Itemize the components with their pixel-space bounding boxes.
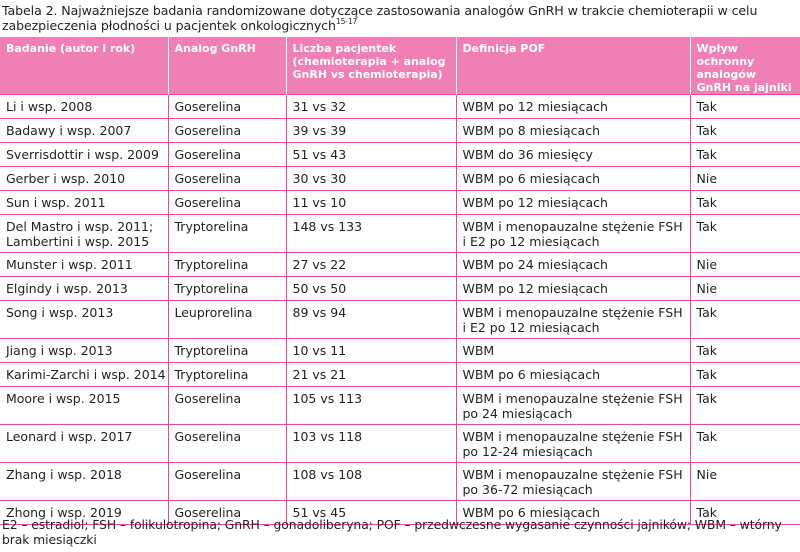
caption-references: 15-17 bbox=[335, 16, 358, 26]
table-row bbox=[0, 253, 800, 277]
cell-protective-effect: Tak bbox=[690, 215, 800, 253]
table-row bbox=[0, 301, 800, 339]
cell-pof-definition: WBM i menopauzalne stężenie FSH po 24 miesiącach bbox=[456, 387, 690, 425]
header-analog: Analog GnRH bbox=[168, 37, 286, 95]
cell-study: Song i wsp. 2013 bbox=[0, 301, 168, 339]
table-row bbox=[0, 167, 800, 191]
cell-patients: 103 vs 118 bbox=[286, 425, 456, 463]
cell-protective-effect: Tak bbox=[690, 387, 800, 425]
studies-table bbox=[0, 37, 800, 525]
cell-patients: 108 vs 108 bbox=[286, 463, 456, 501]
cell-study: Moore i wsp. 2015 bbox=[0, 387, 168, 425]
cell-protective-effect: Tak bbox=[690, 95, 800, 119]
table-row bbox=[0, 363, 800, 387]
table-footnote: E2 – estradiol; FSH – folikulotropina; GnRH – gonadoliberyna; POF – przedwczesne wygasanie czynności jajników; WBM – wtórny brak miesiączki bbox=[2, 517, 782, 547]
cell-study: Gerber i wsp. 2010 bbox=[0, 167, 168, 191]
cell-pof-definition: WBM po 12 miesiącach bbox=[456, 191, 690, 215]
cell-study: Jiang i wsp. 2013 bbox=[0, 339, 168, 363]
cell-pof-definition: WBM i menopauzalne stężenie FSH i E2 po 12 miesiącach bbox=[456, 301, 690, 339]
cell-study: Sverrisdottir i wsp. 2009 bbox=[0, 143, 168, 167]
table-row bbox=[0, 425, 800, 463]
cell-analog: Goserelina bbox=[168, 501, 286, 525]
cell-pof-definition: WBM bbox=[456, 339, 690, 363]
cell-protective-effect: Tak bbox=[690, 363, 800, 387]
cell-analog: Goserelina bbox=[168, 143, 286, 167]
table-body bbox=[0, 95, 800, 525]
cell-study: Karimi-Zarchi i wsp. 2014 bbox=[0, 363, 168, 387]
cell-analog: Tryptorelina bbox=[168, 215, 286, 253]
cell-protective-effect: Nie bbox=[690, 253, 800, 277]
cell-pof-definition: WBM i menopauzalne stężenie FSH i E2 po 12 miesiącach bbox=[456, 215, 690, 253]
cell-protective-effect: Tak bbox=[690, 301, 800, 339]
cell-study: Munster i wsp. 2011 bbox=[0, 253, 168, 277]
cell-patients: 27 vs 22 bbox=[286, 253, 456, 277]
cell-pof-definition: WBM po 12 miesiącach bbox=[456, 95, 690, 119]
cell-pof-definition: WBM po 6 miesiącach bbox=[456, 363, 690, 387]
cell-patients: 50 vs 50 bbox=[286, 277, 456, 301]
cell-study: Li i wsp. 2008 bbox=[0, 95, 168, 119]
cell-patients: 51 vs 45 bbox=[286, 501, 456, 525]
cell-pof-definition: WBM po 6 miesiącach bbox=[456, 501, 690, 525]
table-row bbox=[0, 277, 800, 301]
cell-analog: Leuprorelina bbox=[168, 301, 286, 339]
header-study: Badanie (autor i rok) bbox=[0, 37, 168, 95]
cell-patients: 30 vs 30 bbox=[286, 167, 456, 191]
cell-pof-definition: WBM i menopauzalne stężenie FSH po 12-24 miesiącach bbox=[456, 425, 690, 463]
cell-analog: Tryptorelina bbox=[168, 277, 286, 301]
cell-protective-effect: Tak bbox=[690, 119, 800, 143]
cell-pof-definition: WBM po 6 miesiącach bbox=[456, 167, 690, 191]
header-protective-effect: Wpływ ochronny analogów GnRH na jajniki bbox=[690, 37, 800, 95]
cell-analog: Goserelina bbox=[168, 119, 286, 143]
caption-text: Tabela 2. Najważniejsze badania randomizowane dotyczące zastosowania analogów GnRH w trakcie chemioterapii w celu zabezpieczenia płodności u pacjentek onkologicznych bbox=[2, 3, 758, 33]
cell-protective-effect: Tak bbox=[690, 339, 800, 363]
cell-patients: 89 vs 94 bbox=[286, 301, 456, 339]
cell-analog: Goserelina bbox=[168, 191, 286, 215]
cell-protective-effect: Nie bbox=[690, 167, 800, 191]
cell-protective-effect: Tak bbox=[690, 143, 800, 167]
cell-pof-definition: WBM do 36 miesięcy bbox=[456, 143, 690, 167]
cell-protective-effect: Tak bbox=[690, 501, 800, 525]
cell-analog: Tryptorelina bbox=[168, 339, 286, 363]
header-patients: Liczba pacjentek (chemioterapia + analog GnRH vs chemioterapia) bbox=[286, 37, 456, 95]
table-caption bbox=[2, 3, 798, 33]
table-row bbox=[0, 215, 800, 253]
cell-protective-effect: Tak bbox=[690, 425, 800, 463]
cell-analog: Goserelina bbox=[168, 463, 286, 501]
table-row bbox=[0, 119, 800, 143]
cell-analog: Goserelina bbox=[168, 387, 286, 425]
table-row bbox=[0, 143, 800, 167]
cell-analog: Tryptorelina bbox=[168, 253, 286, 277]
cell-study: Zhong i wsp. 2019 bbox=[0, 501, 168, 525]
cell-pof-definition: WBM po 24 miesiącach bbox=[456, 253, 690, 277]
cell-protective-effect: Nie bbox=[690, 463, 800, 501]
cell-patients: 10 vs 11 bbox=[286, 339, 456, 363]
cell-patients: 148 vs 133 bbox=[286, 215, 456, 253]
cell-patients: 11 vs 10 bbox=[286, 191, 456, 215]
cell-patients: 105 vs 113 bbox=[286, 387, 456, 425]
cell-analog: Goserelina bbox=[168, 95, 286, 119]
table-row bbox=[0, 191, 800, 215]
cell-protective-effect: Tak bbox=[690, 191, 800, 215]
cell-study: Badawy i wsp. 2007 bbox=[0, 119, 168, 143]
cell-study: Leonard i wsp. 2017 bbox=[0, 425, 168, 463]
cell-pof-definition: WBM po 12 miesiącach bbox=[456, 277, 690, 301]
header-pof-definition: Definicja POF bbox=[456, 37, 690, 95]
table-header-row bbox=[0, 37, 800, 95]
cell-study: Zhang i wsp. 2018 bbox=[0, 463, 168, 501]
cell-pof-definition: WBM po 8 miesiącach bbox=[456, 119, 690, 143]
table-row bbox=[0, 387, 800, 425]
cell-study: Sun i wsp. 2011 bbox=[0, 191, 168, 215]
cell-patients: 31 vs 32 bbox=[286, 95, 456, 119]
cell-analog: Goserelina bbox=[168, 167, 286, 191]
table-row bbox=[0, 95, 800, 119]
cell-analog: Goserelina bbox=[168, 425, 286, 463]
cell-study: Elgindy i wsp. 2013 bbox=[0, 277, 168, 301]
cell-patients: 39 vs 39 bbox=[286, 119, 456, 143]
table-row bbox=[0, 463, 800, 501]
cell-study: Del Mastro i wsp. 2011; Lambertini i wsp. 2015 bbox=[0, 215, 168, 253]
cell-analog: Tryptorelina bbox=[168, 363, 286, 387]
cell-patients: 21 vs 21 bbox=[286, 363, 456, 387]
table-row bbox=[0, 339, 800, 363]
cell-protective-effect: Nie bbox=[690, 277, 800, 301]
cell-pof-definition: WBM i menopauzalne stężenie FSH po 36-72 miesiącach bbox=[456, 463, 690, 501]
cell-patients: 51 vs 43 bbox=[286, 143, 456, 167]
